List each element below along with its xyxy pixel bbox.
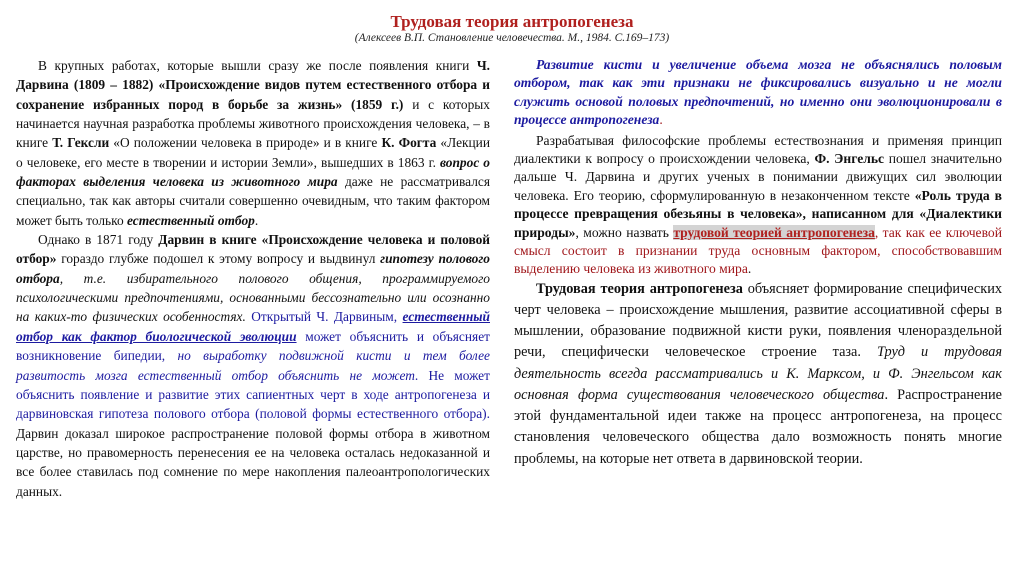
text-span: Разрабатывая философские проблемы естествознания и применяя принцип диалектики к вопросу о происхождении человека, bbox=[514, 132, 1002, 167]
text-span: , можно назвать bbox=[575, 224, 674, 240]
blue-text: . Не может объяснить появление и развитие этих сапиентных черт в ходе антропогенеза и дарвиновская гипотеза полового отбора (половой формы естественного отбора). bbox=[16, 367, 490, 422]
marx-engels-italic: Труд и трудовая деятельность всегда рассматривались и К. Марксом, и Ф. Энгельсом как основная форма существования человеческого общества bbox=[514, 344, 1002, 403]
text-span: . Распространение этой фундаментальной идеи также на процесс антропогенеза, на процесс становления человеческого общества дало возможность понять многие проблемы, на которые нет ответа в дарвиновской теории. bbox=[514, 386, 1002, 467]
sexual-selection-term: гипотезу полового отбора bbox=[16, 251, 490, 286]
text-span: . bbox=[254, 212, 259, 228]
engels-name: Ф. Энгельс bbox=[814, 151, 885, 167]
vogt-name: К. Фогта bbox=[381, 135, 437, 151]
text-span: «О положении человека в природе» и в книге bbox=[109, 135, 382, 151]
period: . bbox=[659, 112, 663, 128]
text-span: «Лекции о человеке, его месте в творении и истории Земли», вышедших в 1863 г. bbox=[16, 135, 491, 170]
text-span: объясняет формирование специфических черт человека – происхождение мышления, развитие ассоциативной сферы в мышлении, образование подвижной кисти руки, появления членораздельной речи, специфически человеческое строение таза. bbox=[514, 280, 1002, 361]
right-column bbox=[514, 56, 1002, 470]
natural-selection-factor: естественный отбор как фактор биологической эволюции bbox=[16, 309, 490, 344]
blue-text: может объяснить и объясняет возникновение бипедии, bbox=[16, 328, 490, 364]
natural-selection-term: естественный отбор bbox=[127, 212, 255, 228]
page-title: Трудовая теория антропогенеза bbox=[390, 12, 634, 31]
right-paragraph-1 bbox=[514, 56, 1002, 130]
definition-italic: , т.е. избирательного полового общения, программируемого психологическими предпочтениями, основанными бессознательно или осознанно на каких-то физических особенностях. bbox=[16, 270, 490, 325]
text-span: и с которых начинается научная разработка проблемы животного происхождения человека, – в книге bbox=[16, 96, 490, 151]
citation-subtitle: (Алексеев В.П. Становление человечества. М., 1984. С.169–173) bbox=[354, 32, 670, 44]
text-span: Дарвин доказал широкое распространение половой формы отбора в животном царстве, но правомерность перенесения ее на человека осталась недоказанной и все более ставилась под сомнение по мере накопления палеоантропологических данных. bbox=[16, 425, 490, 499]
origin-of-species-title: «Происхождение видов путем естественного отбора и сохранение избранных пород в борьбе за жизнь» (1859 г.) bbox=[16, 77, 490, 112]
right-paragraph-2 bbox=[514, 132, 1002, 279]
left-paragraph-1 bbox=[16, 56, 490, 230]
labor-theory-term: трудовой теорией антропогенеза bbox=[673, 224, 875, 240]
text-span: В крупных работах, которые вышли сразу же после появления книги bbox=[38, 58, 477, 73]
text-span: гораздо глубже подошел к этому вопросу и выдвинул bbox=[56, 251, 381, 267]
darwin-name: Ч. Дарвина (1809 – 1882) bbox=[16, 58, 490, 93]
left-column bbox=[16, 56, 490, 501]
descent-of-man-title: Дарвин в книге «Происхождение человека и половой отбор» bbox=[16, 232, 490, 267]
huxley-name: Т. Гексли bbox=[52, 135, 110, 151]
text-span: Однако в 1871 году bbox=[38, 232, 159, 248]
left-paragraph-2 bbox=[16, 230, 490, 501]
right-paragraph-3 bbox=[514, 279, 1002, 470]
factors-question: вопрос о факторах выделения человека из животного мира bbox=[16, 154, 491, 190]
text-span: . bbox=[747, 261, 752, 277]
text-span: даже не рассматривался специально, так как авторы считали совершенно очевидным, что таким фактором может быть только bbox=[16, 174, 490, 228]
hand-brain-statement: Развитие кисти и увеличение объема мозга не объяснялись половым отбором, так как эти признаки не фиксировались визуально и не могли служить основой половых предпочтений, но именно они эволюционировали в процессе антропогенеза bbox=[514, 57, 1002, 128]
labor-theory-heading: Трудовая теория антропогенеза bbox=[536, 280, 743, 297]
engels-work-title: «Роль труда в процессе превращения обезьяны в человека», написанном для «Диалектики природы» bbox=[514, 187, 1003, 240]
text-span: пошел значительно дальше Ч. Дарвина и других ученых в понимании движущих сил эволюции человека. Его теорию, сформулированную в незаконченном тексте bbox=[514, 151, 1002, 203]
blue-italic-text: но выработку подвижной кисти и тем более развитость мозга естественный отбор объяснить не может bbox=[16, 348, 490, 383]
blue-text: Открытый Ч. Дарвиным, bbox=[245, 309, 403, 325]
red-text: , так как ее ключевой смысл состоит в признании труда основным фактором, способствовавшим выделению человека из животного мира bbox=[514, 224, 1002, 277]
